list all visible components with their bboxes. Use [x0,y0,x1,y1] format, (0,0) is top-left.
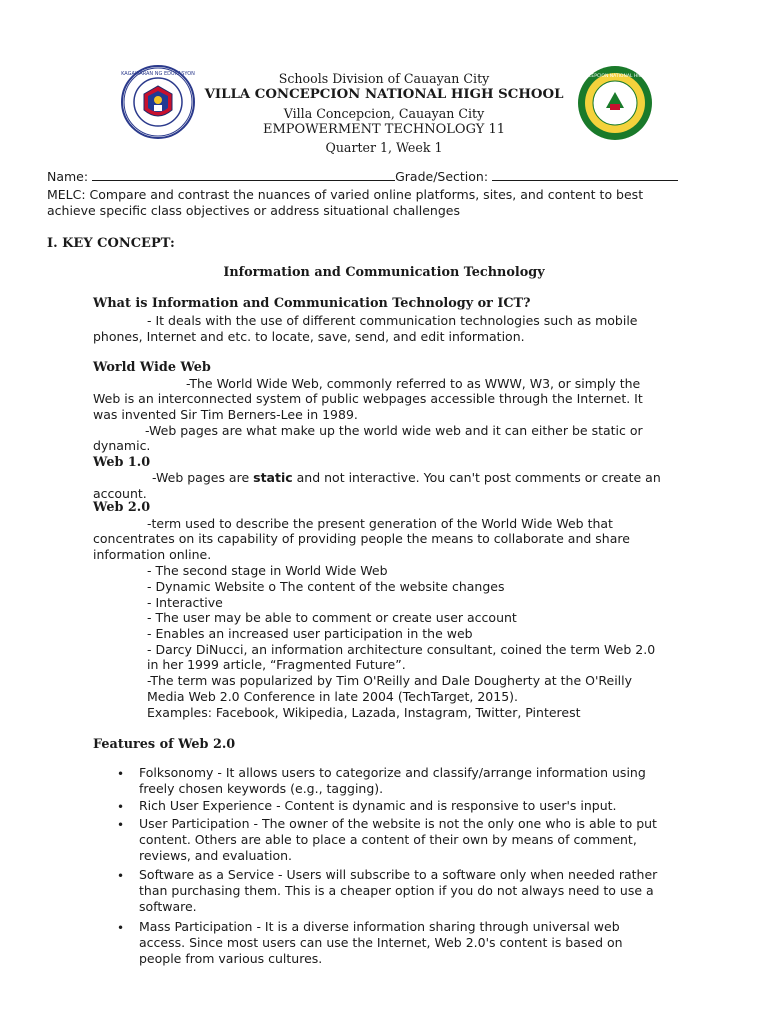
feature-line: people from various cultures. [139,951,323,966]
web1-line-1 [152,470,661,485]
bullet-icon: • [117,869,125,883]
web2-item: in her 1999 article, “Fragmented Future”. [147,657,406,672]
www-heading: World Wide Web [93,360,211,375]
web2-item: Media Web 2.0 Conference in late 2004 (TechTarget, 2015). [147,689,519,704]
feature-line: Mass Participation - It is a diverse information sharing through universal web [139,919,620,934]
feature-line: software. [139,899,197,914]
feature-line: than purchasing them. This is a cheaper option if you do not always need to use a [139,883,654,898]
school-name: VILLA CONCEPCION NATIONAL HIGH SCHOOL [204,87,564,102]
web1-line-1-post: and not interactive. You can't post comments or create an [292,470,661,485]
grade-section-label: Grade/Section: [395,169,489,184]
grade-section-blank[interactable] [492,169,678,181]
section-title: I. KEY CONCEPT: [47,236,175,251]
right-seal-text: VILLA CONCEPCION NATIONAL HIGH SCHOOL [564,74,666,79]
web2-item: - The user may be able to comment or create user account [147,610,517,625]
www-p2-line-1: -Web pages are what make up the world wide web and it can either be static or [145,423,643,438]
bullet-icon: • [117,921,125,935]
web2-item: - Darcy DiNucci, an information architecture consultant, coined the term Web 2.0 [147,642,656,657]
www-p1-line-2: Web is an interconnected system of public webpages accessible through the Internet. It [93,391,643,406]
web1-line-2: account. [93,486,147,501]
quarter-week: Quarter 1, Week 1 [325,140,443,155]
web2-item: - Dynamic Website o The content of the website changes [147,579,505,594]
feature-line: User Participation - The owner of the website is not the only one who is able to put [139,816,657,831]
feature-line: Software as a Service - Users will subscribe to a software only when needed rather [139,867,658,882]
bullet-icon: • [117,767,125,781]
feature-line: Folksonomy - It allows users to categorize and classify/arrange information using [139,765,646,780]
web2-examples: Examples: Facebook, Wikipedia, Lazada, Instagram, Twitter, Pinterest [147,705,581,720]
feature-line: reviews, and evaluation. [139,848,293,863]
feature-line: freely chosen keywords (e.g., tagging). [139,781,384,796]
school-address: Villa Concepcion, Cauayan City [283,106,485,121]
web1-heading: Web 1.0 [93,455,151,470]
web2-item: - Enables an increased user participation in the web [147,626,473,641]
features-heading: Features of Web 2.0 [93,737,236,752]
subject-title: EMPOWERMENT TECHNOLOGY 11 [262,122,505,137]
division-text: Schools Division of Cauayan City [278,71,490,86]
ict-line-1: - It deals with the use of different communication technologies such as mobile [147,313,638,328]
bullet-icon: • [117,800,125,814]
bullet-icon: • [117,818,125,832]
topic-title: Information and Communication Technology [223,265,545,280]
melc-line-2: achieve specific class objectives or address situational challenges [47,203,460,218]
feature-line: Rich User Experience - Content is dynamic and is responsive to user's input. [139,798,617,813]
melc-line-1: MELC: Compare and contrast the nuances of varied online platforms, sites, and content to best [47,187,644,202]
web2-line-1: -term used to describe the present generation of the World Wide Web that [147,516,613,531]
web1-line-1-pre: -Web pages are [152,470,254,485]
web2-line-2: concentrates on its capability of providing people the means to collaborate and share [93,531,630,546]
web2-item: - Interactive [147,595,223,610]
feature-line: content. Others are able to place a content of their own by means of comment, [139,832,637,847]
name-blank[interactable] [92,169,395,181]
web1-static-bold: static [253,470,293,485]
feature-line: access. Since most users can use the Internet, Web 2.0's content is based on [139,935,623,950]
web2-item: - The second stage in World Wide Web [147,563,388,578]
web2-heading: Web 2.0 [93,500,151,515]
www-p1-line-1: -The World Wide Web, commonly referred to as WWW, W3, or simply the [186,376,641,391]
name-label: Name: [47,169,89,184]
name-grade-row [47,169,678,184]
web2-line-3: information online. [93,547,212,562]
web2-item: -The term was popularized by Tim O'Reilly and Dale Dougherty at the O'Reilly [147,673,633,688]
www-p2-line-2: dynamic. [93,438,151,453]
ict-question: What is Information and Communication Technology or ICT? [93,296,531,311]
ict-line-2: phones, Internet and etc. to locate, save, send, and edit information. [93,329,525,344]
left-seal-text: KAGAWARAN NG EDUKASYON [121,71,195,77]
www-p1-line-3: was invented Sir Tim Berners-Lee in 1989. [93,407,358,422]
